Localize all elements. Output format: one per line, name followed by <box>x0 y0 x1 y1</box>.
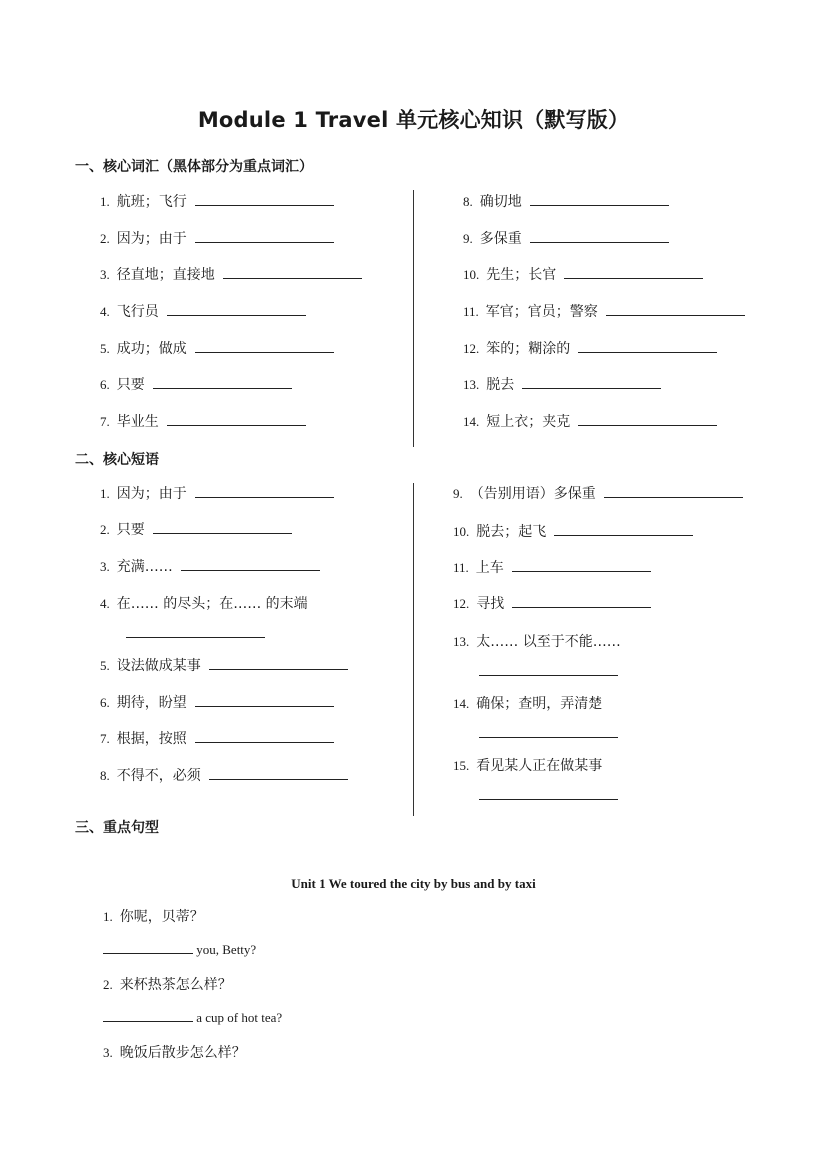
item-text: 脱去 <box>486 377 515 393</box>
answer-blank[interactable] <box>126 625 265 638</box>
vocab-item <box>463 376 661 394</box>
item-text: 设法做成某事 <box>116 658 201 674</box>
phrase-item <box>100 521 292 539</box>
item-number: 14. <box>453 696 470 711</box>
answer-blank[interactable] <box>167 413 306 426</box>
answer-blank[interactable] <box>522 376 661 389</box>
answer-blank[interactable] <box>479 663 618 676</box>
vocab-item <box>100 376 292 394</box>
phrase-item <box>100 657 348 675</box>
answer-blank[interactable] <box>578 340 717 353</box>
item-number: 3. <box>103 1045 113 1060</box>
item-number: 3. <box>100 267 110 282</box>
vocab-item <box>100 413 306 431</box>
page-title: Module 1 Travel 单元核心知识（默写版） <box>197 108 630 132</box>
answer-blank[interactable] <box>530 193 669 206</box>
sentence-chinese: 晚饭后散步怎么样？ <box>119 1045 246 1061</box>
sentence-english: a cup of hot tea? <box>196 1010 283 1025</box>
item-text: 毕业生 <box>116 414 159 430</box>
phrase-item <box>100 485 334 503</box>
item-number: 13. <box>463 377 480 392</box>
item-number: 4. <box>100 304 110 319</box>
answer-blank[interactable] <box>103 1010 148 1022</box>
answer-blank[interactable] <box>578 413 717 426</box>
answer-blank[interactable] <box>604 485 743 498</box>
answer-blank[interactable] <box>195 230 334 243</box>
item-number: 15. <box>453 758 470 773</box>
item-text: 充满…… <box>116 559 173 575</box>
vocab-item <box>100 303 306 321</box>
phrase-item <box>100 558 320 576</box>
vocab-item <box>100 230 334 248</box>
sentence-english: you, Betty? <box>196 942 257 957</box>
phrase-item <box>100 767 348 785</box>
sentence-answer-line <box>103 1010 282 1026</box>
sentence-item <box>103 974 232 994</box>
item-number: 12. <box>463 341 480 356</box>
vocab-item <box>463 230 669 248</box>
answer-blank[interactable] <box>148 942 193 954</box>
answer-blank[interactable] <box>564 266 703 279</box>
answer-blank[interactable] <box>103 942 148 954</box>
answer-blank[interactable] <box>195 193 334 206</box>
vocab-item <box>463 303 745 321</box>
phrase-item-blank <box>479 787 618 805</box>
phrase-item <box>453 559 651 577</box>
item-text: （告别用语）多保重 <box>469 486 596 502</box>
vocab-item <box>463 193 669 211</box>
column-divider <box>413 190 414 447</box>
section-sentences-title: 三、重点句型 <box>75 820 159 836</box>
item-number: 11. <box>453 560 469 575</box>
item-text: 笨的；糊涂的 <box>486 341 571 357</box>
vocab-item <box>463 413 717 431</box>
item-number: 3. <box>100 559 110 574</box>
answer-blank[interactable] <box>512 559 651 572</box>
answer-blank[interactable] <box>512 595 651 608</box>
answer-blank[interactable] <box>195 730 334 743</box>
item-text: 因为；由于 <box>116 486 187 502</box>
item-number: 14. <box>463 414 480 429</box>
section-phrases-title: 二、核心短语 <box>75 452 159 468</box>
column-divider <box>413 483 414 816</box>
item-number: 1. <box>103 909 113 924</box>
item-text: 太…… 以至于不能…… <box>476 634 621 650</box>
item-number: 13. <box>453 634 470 649</box>
item-number: 2. <box>100 231 110 246</box>
item-text: 只要 <box>116 377 145 393</box>
vocab-item <box>463 266 703 284</box>
item-text: 确切地 <box>479 194 522 210</box>
item-text: 根据，按照 <box>116 731 187 747</box>
item-number: 9. <box>453 486 463 501</box>
item-text: 因为；由于 <box>116 231 187 247</box>
item-number: 6. <box>100 695 110 710</box>
item-number: 5. <box>100 341 110 356</box>
item-text: 军官；官员；警察 <box>485 304 598 320</box>
answer-blank[interactable] <box>195 694 334 707</box>
vocab-item <box>463 340 717 358</box>
item-text: 不得不，必须 <box>116 768 201 784</box>
vocab-item <box>100 266 362 284</box>
vocab-item <box>100 193 334 211</box>
item-number: 8. <box>100 768 110 783</box>
phrase-item <box>100 694 334 712</box>
answer-blank[interactable] <box>181 558 320 571</box>
item-number: 5. <box>100 658 110 673</box>
item-number: 11. <box>463 304 479 319</box>
item-text: 飞行员 <box>116 304 159 320</box>
item-text: 期待，盼望 <box>116 695 187 711</box>
item-text: 航班；飞行 <box>116 194 187 210</box>
item-number: 7. <box>100 414 110 429</box>
answer-blank[interactable] <box>153 521 292 534</box>
answer-blank[interactable] <box>195 485 334 498</box>
answer-blank[interactable] <box>148 1010 193 1022</box>
item-number: 12. <box>453 596 470 611</box>
item-text: 多保重 <box>479 231 522 247</box>
answer-blank[interactable] <box>167 303 306 316</box>
answer-blank[interactable] <box>479 787 618 800</box>
answer-blank[interactable] <box>479 725 618 738</box>
phrase-item <box>453 757 602 775</box>
item-text: 寻找 <box>476 596 505 612</box>
phrase-item <box>453 523 693 541</box>
answer-blank[interactable] <box>153 376 292 389</box>
sentence-item <box>103 1042 246 1062</box>
section-vocab-title: 一、核心词汇（黑体部分为重点词汇） <box>75 159 313 175</box>
sentence-item <box>103 906 204 926</box>
item-number: 9. <box>463 231 473 246</box>
item-text: 先生；长官 <box>486 267 557 283</box>
answer-blank[interactable] <box>223 266 362 279</box>
item-number: 2. <box>100 522 110 537</box>
phrase-item <box>453 485 743 503</box>
item-text: 看见某人正在做某事 <box>476 758 603 774</box>
item-number: 10. <box>463 267 480 282</box>
phrase-item <box>100 730 334 748</box>
sentence-chinese: 你呢，贝蒂？ <box>119 909 204 925</box>
item-number: 8. <box>463 194 473 209</box>
phrase-item <box>453 595 651 613</box>
phrase-item <box>100 595 308 613</box>
sentence-answer-line <box>103 942 256 958</box>
item-number: 10. <box>453 524 470 539</box>
phrase-item-blank <box>126 625 265 643</box>
item-text: 上车 <box>475 560 504 576</box>
item-text: 成功；做成 <box>116 341 187 357</box>
sentence-chinese: 来杯热茶怎么样？ <box>119 977 232 993</box>
unit-title: Unit 1 We toured the city by bus and by taxi <box>291 876 536 891</box>
item-number: 4. <box>100 596 110 611</box>
item-text: 只要 <box>116 522 145 538</box>
item-number: 7. <box>100 731 110 746</box>
phrase-item <box>453 695 602 713</box>
answer-blank[interactable] <box>209 657 348 670</box>
item-number: 1. <box>100 486 110 501</box>
answer-blank[interactable] <box>209 767 348 780</box>
item-number: 2. <box>103 977 113 992</box>
answer-blank[interactable] <box>530 230 669 243</box>
phrase-item <box>453 633 621 651</box>
item-text: 径直地；直接地 <box>116 267 215 283</box>
item-text: 确保；查明，弄清楚 <box>476 696 603 712</box>
vocab-item <box>100 340 334 358</box>
answer-blank[interactable] <box>195 340 334 353</box>
phrase-item-blank <box>479 663 618 681</box>
item-number: 1. <box>100 194 110 209</box>
item-text: 脱去；起飞 <box>476 524 547 540</box>
phrase-item-blank <box>479 725 618 743</box>
item-number: 6. <box>100 377 110 392</box>
answer-blank[interactable] <box>554 523 693 536</box>
answer-blank[interactable] <box>606 303 745 316</box>
item-text: 短上衣；夹克 <box>486 414 571 430</box>
item-text: 在…… 的尽头；在…… 的末端 <box>116 596 308 612</box>
